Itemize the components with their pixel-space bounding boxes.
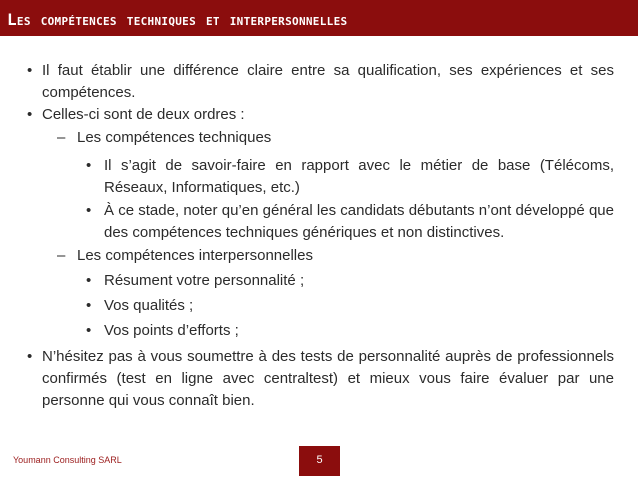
- bullet-qualification: Il faut établir une différence claire entre sa qualification, ses expériences et ses compétences.: [42, 62, 614, 101]
- bullet-marker: •: [86, 157, 92, 174]
- page-number-box: [299, 446, 340, 476]
- footer-company: Youmann Consulting SARL: [13, 455, 122, 465]
- bullet-marker: •: [27, 106, 33, 123]
- interpersonal-qualities: Vos qualités ;: [104, 297, 194, 314]
- slide-title: Les compétences techniques et interpersonnelles: [7, 10, 348, 29]
- bullet-personality-tests: N’hésitez pas à vous soumettre à des tests de personnalité auprès de professionnels confirmés (test en ligne avec centraltest) et mieux vous faire évaluer par une personne qui vous connaît bien.: [42, 348, 614, 409]
- dash-marker: –: [57, 247, 66, 264]
- bullet-marker: •: [86, 297, 92, 314]
- dash-marker: –: [57, 129, 66, 146]
- technical-skills-definition: Il s’agit de savoir-faire en rapport avec le métier de base (Télécoms, Réseaux, Informatiques, etc.): [104, 157, 614, 196]
- sub-interpersonal-skills: Les compétences interpersonnelles: [77, 247, 313, 264]
- bullet-marker: •: [27, 348, 33, 365]
- technical-skills-note: À ce stade, noter qu’en général les candidats débutants n’ont développé que des compétences techniques génériques et non distinctives.: [104, 202, 614, 241]
- bullet-marker: •: [86, 322, 92, 339]
- bullet-marker: •: [27, 62, 33, 79]
- bullet-marker: •: [86, 272, 92, 289]
- bullet-marker: •: [86, 202, 92, 219]
- interpersonal-personality: Résument votre personnalité ;: [104, 272, 305, 289]
- page-number: 5: [316, 454, 323, 466]
- interpersonal-efforts: Vos points d’efforts ;: [104, 322, 239, 339]
- bullet-two-orders: Celles-ci sont de deux ordres :: [42, 106, 245, 123]
- title-bar: [0, 0, 638, 36]
- sub-technical-skills: Les compétences techniques: [77, 129, 272, 146]
